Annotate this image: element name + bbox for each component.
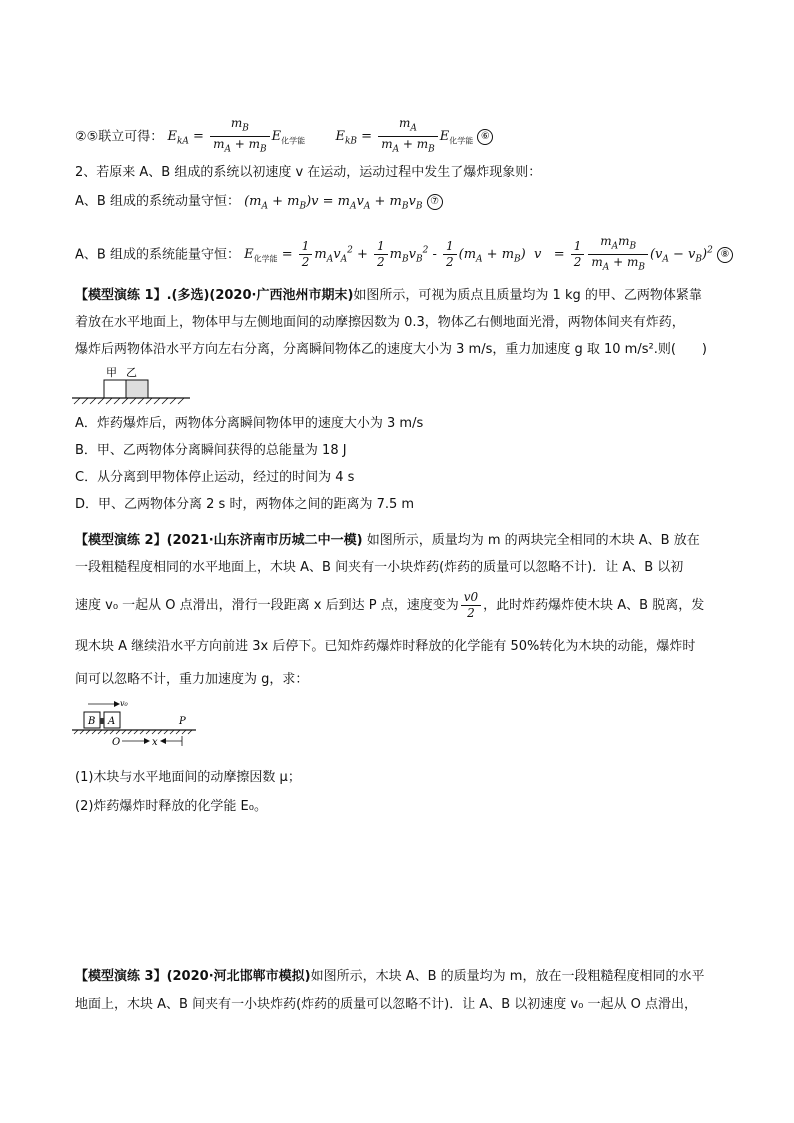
problem-3-header: 【模型演练 3】(2020·河北邯郸市模拟)	[75, 969, 311, 984]
momentum-equation: $(m_A + m_B)v = m_Av_A + m_Bv_B$	[244, 194, 423, 212]
equation-number-7: ⑦	[427, 194, 443, 210]
problem-1-line-3: 爆炸后两物体沿水平方向左右分离，分离瞬间物体乙的速度大小为 3 m/s，重力加速度 g 取 10 m/s².则( )	[75, 342, 707, 357]
momentum-conservation-line	[75, 192, 443, 217]
label-x: x	[152, 737, 158, 748]
problem-2-line-1: 【模型演练 2】(2021·山东济南市历城二中一模) 如图所示，质量均为 m 的两块完全相同的木块 A、B 放在	[75, 533, 700, 548]
problem-1-line-2: 着放在水平地面上，物体甲与左侧地面间的动摩擦因数为 0.3，物体乙右侧地面光滑，两物体间夹有炸药，	[75, 315, 685, 330]
figure-2-blocks	[72, 696, 202, 748]
formula-prefix: ②⑤联立可得：	[75, 129, 164, 145]
problem-1-option-a: A．炸药爆炸后，两物体分离瞬间物体甲的速度大小为 3 m/s	[75, 416, 424, 431]
problem-2-question-1: (1)木块与水平地面间的动摩擦因数 μ；	[75, 770, 301, 785]
label-a: A	[108, 716, 116, 727]
energy-conservation-line	[75, 234, 733, 276]
fraction-v0-over-2: $\frac{v0}{2}$	[461, 590, 481, 621]
label-p: P	[179, 716, 186, 727]
problem-2-header: 【模型演练 2】(2021·山东济南市历城二中一模)	[75, 533, 363, 548]
figure-1-blocks	[72, 364, 192, 406]
label-o: O	[112, 737, 121, 748]
label-jia: 甲	[106, 366, 117, 379]
problem-3-line-2: 地面上，木块 A、B 间夹有一小块炸药(炸药的质量可以忽略不计)．让 A、B 以初速度 v₀ 一起从 O 点滑出，	[75, 997, 697, 1012]
ground-hatch	[74, 398, 184, 404]
problem-2-question-2: (2)炸药爆炸时释放的化学能 E₀。	[75, 799, 267, 814]
formula-ekb: $E_{kB}$ = $\frac{m_A}{m_A + m_B}$ $E_{化学能}$	[335, 116, 474, 155]
block-jia	[104, 380, 126, 398]
problem-1-option-c: C．从分离到甲物体停止运动，经过的时间为 4 s	[75, 470, 355, 485]
equation-number-6: ⑥	[477, 129, 493, 145]
formula-line-kinetic-split	[75, 116, 493, 158]
problem-1-line-1: 【模型演练 1】.(多选)(2020·广西池州市期末)如图所示，可视为质点且质量均为 1 kg 的甲、乙两物体紧靠	[75, 288, 702, 303]
momentum-prefix: A、B 组成的系统动量守恒：	[75, 194, 240, 209]
formula-eka: $E_{kA}$ = $\frac{m_B}{m_A + m_B}$ $E_{化学能}$	[167, 116, 306, 155]
problem-2-line-3: 速度 v₀ 一起从 O 点滑出，滑行一段距离 x 后到达 P 点，速度变为 $\frac{v0}{2}$ ，此时炸药爆炸使木块 A、B 脱离，发	[75, 590, 705, 620]
problem-1-option-b: B．甲、乙两物体分离瞬间获得的总能量为 18 J	[75, 443, 347, 458]
problem-2-line-4: 现木块 A 继续沿水平方向前进 3x 后停下。已知炸药爆炸时释放的化学能有 50%转化为木块的动能，爆炸时	[75, 639, 696, 654]
block-yi	[126, 380, 148, 398]
label-yi: 乙	[126, 366, 137, 379]
label-v0: v₀	[120, 699, 128, 708]
problem-1-header: 【模型演练 1】.(多选)(2020·广西池州市期末)	[75, 288, 354, 303]
equation-number-8: ⑧	[717, 247, 733, 263]
problem-2-line-5: 间可以忽略不计，重力加速度为 g，求：	[75, 672, 309, 687]
energy-equation: $E_{化学能}$ = $\frac{1}{2}$ $m_Av_A^2$ + $\frac{1}{2}$ $m_Bv_B^2$ - $\frac{1}{2}$ $(m_A + m_B) v$ = $\frac{1}{2}$ $\frac{m_Am_B}{m_A + m_B}$ $(v_A - v_B)^2$	[244, 234, 713, 273]
explosive	[100, 718, 104, 724]
energy-prefix: A、B 组成的系统能量守恒：	[75, 247, 240, 263]
problem-3-line-1: 【模型演练 3】(2020·河北邯郸市模拟)如图所示，木块 A、B 的质量均为 m，放在一段粗糙程度相同的水平	[75, 969, 705, 984]
case-2-intro: 2、若原来 A、B 组成的系统以初速度 v 在运动，运动过程中发生了爆炸现象则：	[75, 165, 542, 180]
label-b: B	[88, 716, 96, 727]
problem-1-option-d: D．甲、乙两物体分离 2 s 时，两物体之间的距离为 7.5 m	[75, 497, 415, 512]
problem-2-line-2: 一段粗糙程度相同的水平地面上，木块 A、B 间夹有一小块炸药(炸药的质量可以忽略不计)．让 A、B 以初	[75, 560, 684, 575]
